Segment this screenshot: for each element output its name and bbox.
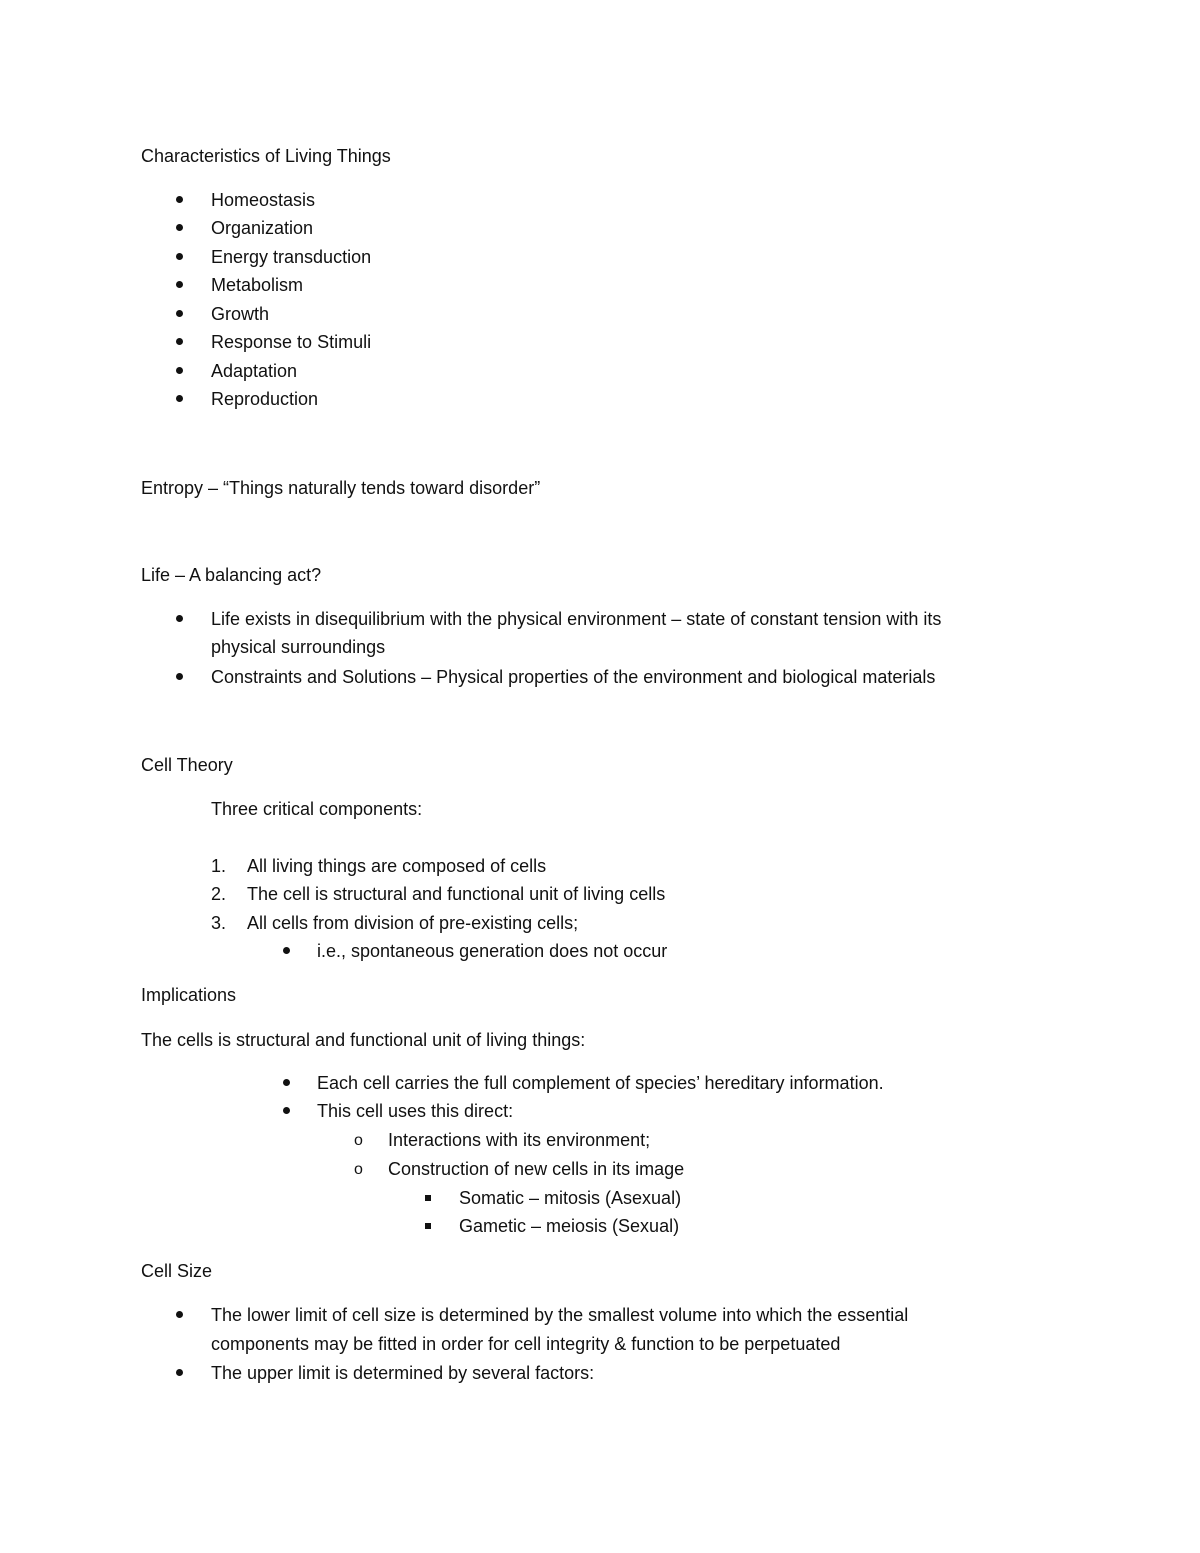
sub-list-item: Interactions with its environment; [388,1130,651,1150]
bullet-icon [176,367,183,374]
list-item-continuation: components may be fitted in order for cell integrity & function to be perpetuated [211,1334,841,1354]
list-item: Growth [211,304,270,324]
bullet-icon [176,1369,183,1376]
heading-cell-size: Cell Size [141,1261,213,1281]
bullet-icon [283,1107,290,1114]
numbered-item: All cells from division of pre-existing cells; [247,913,579,933]
list-item: This cell uses this direct: [317,1101,514,1121]
numbered-item: The cell is structural and functional unit of living cells [247,884,666,904]
list-item: Homeostasis [211,190,316,210]
bullet-icon [176,253,183,260]
sub-list-item: Construction of new cells in its image [388,1159,685,1179]
circle-bullet-icon: o [354,1161,363,1178]
list-item: Organization [211,218,314,238]
square-bullet-icon [425,1223,431,1229]
bullet-icon [176,196,183,203]
bullet-icon [176,338,183,345]
entropy-text: Entropy – “Things naturally tends toward disorder” [141,478,541,498]
list-item: The upper limit is determined by several factors: [211,1363,595,1383]
list-item: Energy transduction [211,247,372,267]
list-item: The lower limit of cell size is determined by the smallest volume into which the essential [211,1305,909,1325]
list-item: Response to Stimuli [211,332,372,352]
numbered-item: All living things are composed of cells [247,856,547,876]
bullet-icon [176,310,183,317]
bullet-icon [176,224,183,231]
list-item: Life exists in disequilibrium with the physical environment – state of constant tension with its [211,609,942,629]
list-item: Constraints and Solutions – Physical properties of the environment and biological materials [211,667,936,687]
bullet-icon [176,395,183,402]
heading-life: Life – A balancing act? [141,565,322,585]
bullet-icon [283,947,290,954]
list-item: Each cell carries the full complement of species’ hereditary information. [317,1073,884,1093]
bullet-icon [176,615,183,622]
implications-intro: The cells is structural and functional unit of living things: [141,1030,586,1050]
list-item-continuation: physical surroundings [211,637,386,657]
sub-list-item: i.e., spontaneous generation does not occur [317,941,668,961]
list-item: Adaptation [211,361,298,381]
heading-implications: Implications [141,985,237,1005]
bullet-icon [176,1311,183,1318]
heading-characteristics: Characteristics of Living Things [141,146,391,166]
bullet-icon [176,673,183,680]
cell-theory-intro: Three critical components: [211,799,423,819]
list-number: 3. [211,913,227,933]
list-item: Reproduction [211,389,319,409]
square-bullet-icon [425,1195,431,1201]
bullet-icon [176,281,183,288]
list-number: 2. [211,884,227,904]
circle-bullet-icon: o [354,1132,363,1149]
list-item: Metabolism [211,275,304,295]
sub-sub-list-item: Somatic – mitosis (Asexual) [459,1188,682,1208]
sub-sub-list-item: Gametic – meiosis (Sexual) [459,1216,680,1236]
bullet-icon [283,1079,290,1086]
heading-cell-theory: Cell Theory [141,755,233,775]
list-number: 1. [211,856,227,876]
